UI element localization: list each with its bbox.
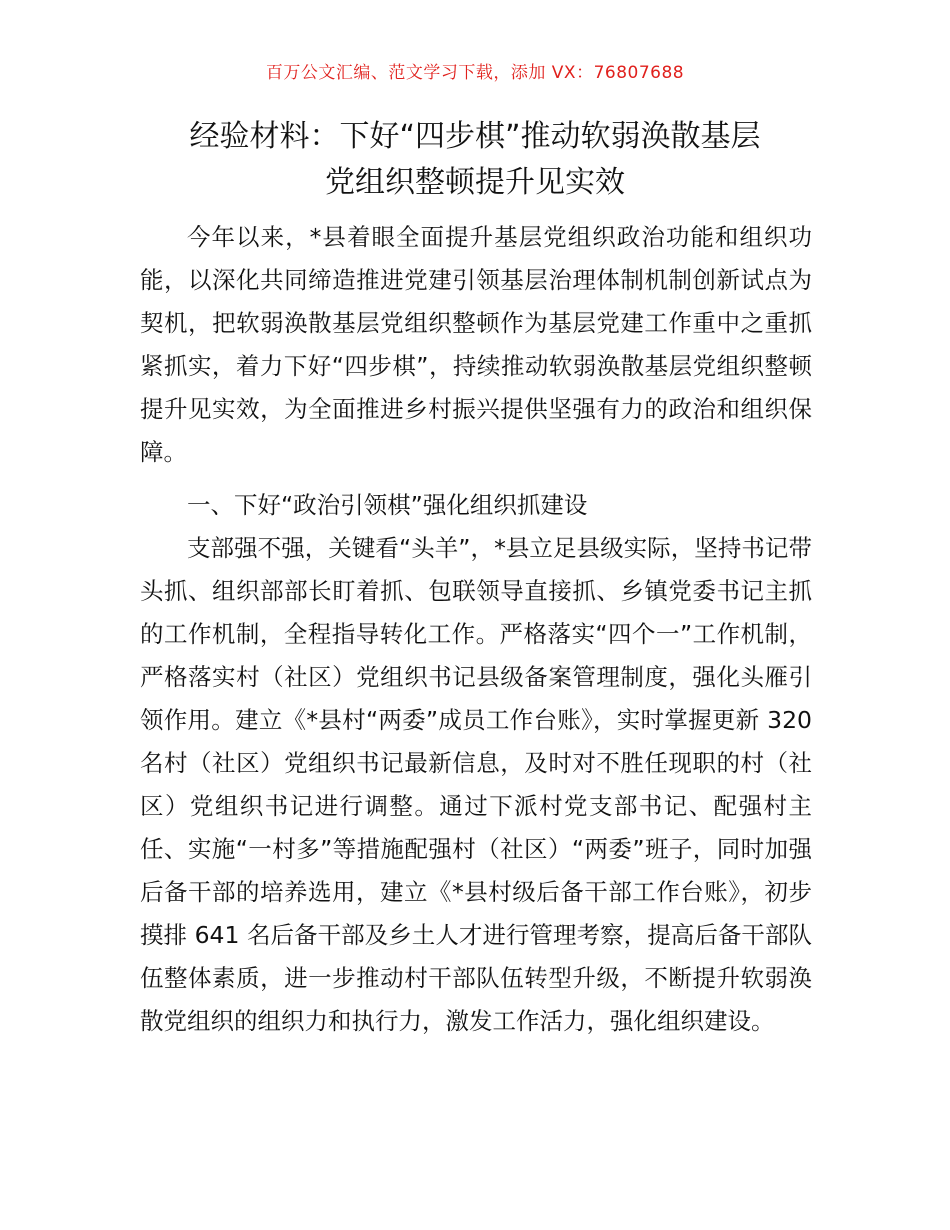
title-line-2: 党组织整顿提升见实效 [325,165,625,200]
title-line-1: 经验材料：下好“四步棋”推动软弱涣散基层 [189,119,761,154]
intro-paragraph: 今年以来，*县着眼全面提升基层党组织政治功能和组织功能，以深化共同缔造推进党建引领基层治理体制机制创新试点为契机，把软弱涣散基层党组织整顿作为基层党建工作重中之重抓紧抓实，着力下好“四步棋”，持续推动软弱涣散基层党组织整顿提升见实效，为全面推进乡村振兴提供坚强有力的政治和组织保障。 [140,223,812,466]
document-title [120,114,830,206]
header-banner: 百万公文汇编、范文学习下载，添加 VX：76807688 [265,63,685,83]
section-1-paragraph: 支部强不强，关键看“头羊”，*县立足县级实际，坚持书记带头抓、组织部部长盯着抓、包联领导直接抓、乡镇党委书记主抓的工作机制，全程指导转化工作。严格落实“四个一”工作机制，严格落实村（社区）党组织书记县级备案管理制度，强化头雁引领作用。建立《*县村“两委”成员工作台账》，实时掌握更新 320 名村（社区）党组织书记最新信息，及时对不胜任现职的村（社区）党组织书记进行调整。通过下派村党支部书记、配强村主任、实施“一村多”等措施配强村（社区）“两委”班子，同时加强后备干部的培养选用，建立《*县村级后备干部工作台账》，初步摸排 641 名后备干部及乡土人才进行管理考察，提高后备干部队伍整体素质，进一步推动村干部队伍转型升级，不断提升软弱涣散党组织的组织力和执行力，激发工作活力，强化组织建设。 [140,534,812,1035]
section-heading-1: 一、下好“政治引领棋”强化组织抓建设 [187,491,588,519]
document-body [140,216,812,1043]
